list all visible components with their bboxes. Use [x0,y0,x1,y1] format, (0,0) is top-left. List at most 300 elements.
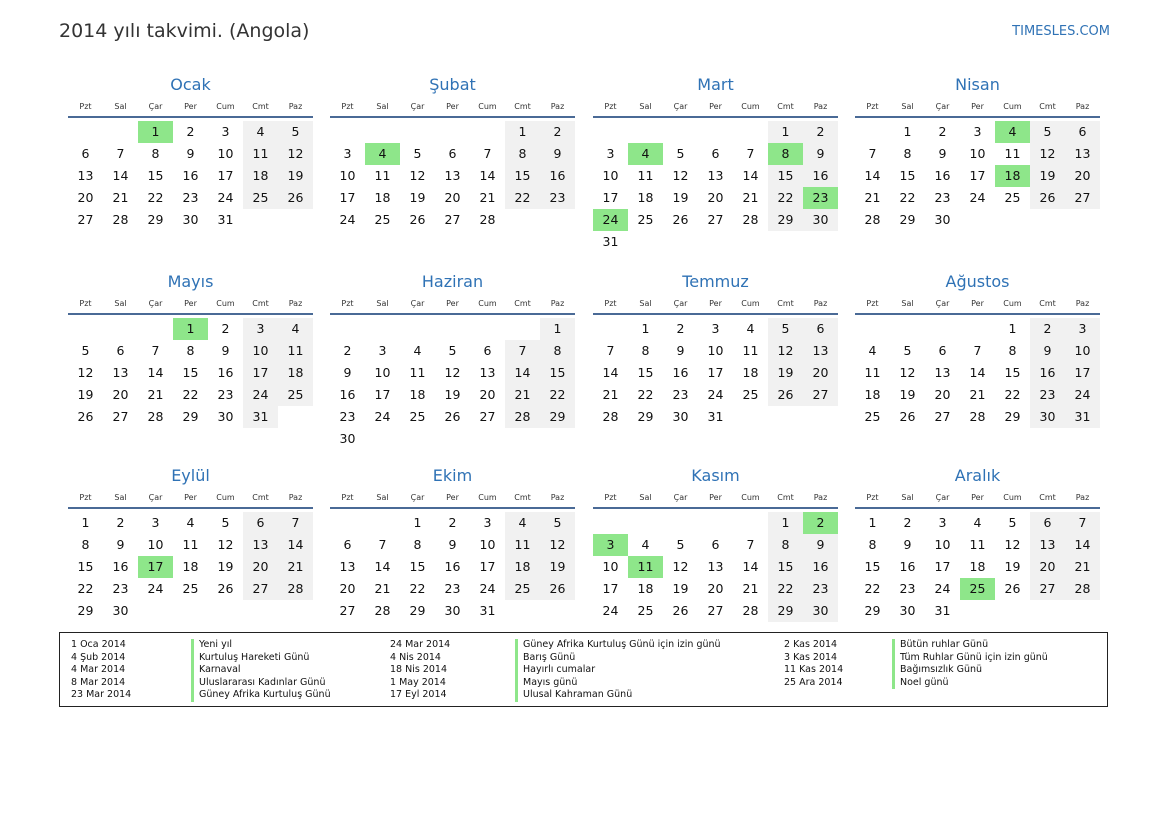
day-cell: 15 [182,365,199,380]
day-cell: 23 [182,190,199,205]
day-cell: 19 [768,362,803,384]
day-cell: 13 [1065,143,1100,165]
day-cell: 23 [217,387,234,402]
day-cell: 21 [969,387,986,402]
day-cell: 20 [479,387,496,402]
day-cell: 5 [413,146,422,161]
day-cell: 29 [409,603,426,618]
day-grid [593,121,838,253]
day-cell: 12 [217,537,234,552]
day-cell: 24 [243,384,278,406]
month-block [330,270,575,450]
day-cell: 25 [637,212,654,227]
day-cell: 26 [1030,187,1065,209]
day-cell: 28 [969,409,986,424]
weekday-label: Sal [901,299,914,308]
day-cell: 21 [742,190,759,205]
day-cell: 31 [934,603,951,618]
weekday-label: Cum [478,102,497,111]
day-cell: 14 [112,168,129,183]
weekday-label: Pzt [79,299,92,308]
weekday-label: Pzt [341,299,354,308]
empty-cell [733,121,768,143]
day-cell: 5 [81,343,90,358]
day-cell: 11 [969,537,986,552]
day-cell: 13 [112,365,129,380]
month-name: Şubat [429,75,476,94]
day-cell: 10 [1065,340,1100,362]
legend-holiday-name: Tüm Ruhlar Günü için izin günü [892,652,1048,665]
day-cell: 21 [374,581,391,596]
weekday-header [68,489,313,509]
day-cell: 19 [540,556,575,578]
weekday-label: Paz [813,299,828,308]
holiday-day-cell: 1 [173,318,208,340]
empty-cell [593,121,628,143]
day-cell: 16 [339,387,356,402]
day-cell: 24 [934,581,951,596]
weekday-label: Per [709,493,722,502]
day-cell: 1 [1008,321,1017,336]
day-cell: 11 [182,537,199,552]
day-cell: 30 [217,409,234,424]
weekday-label: Cmt [777,493,794,502]
weekday-label: Cmt [252,299,269,308]
day-cell: 31 [217,212,234,227]
weekday-label: Paz [813,102,828,111]
day-cell: 19 [672,581,689,596]
day-grid [855,512,1100,622]
legend-date: 8 Mar 2014 [71,676,126,688]
legend-date: 23 Mar 2014 [71,689,132,700]
empty-cell [103,318,138,340]
weekday-label: Paz [1075,299,1090,308]
month-name: Mart [697,75,734,94]
day-cell: 30 [182,212,199,227]
day-cell: 4 [413,343,422,358]
month-block [68,270,313,428]
day-cell: 4 [973,515,982,530]
day-cell: 19 [1030,165,1065,187]
day-cell: 26 [1004,581,1021,596]
day-cell: 1 [413,515,422,530]
legend-date: 1 Oca 2014 [71,639,126,650]
weekday-label: Sal [376,493,389,502]
site-link[interactable]: TIMESLES.COM [1012,24,1110,39]
day-cell: 25 [1004,190,1021,205]
empty-cell [68,318,103,340]
month-block [855,464,1100,622]
day-cell: 25 [864,409,881,424]
weekday-header [593,489,838,509]
weekday-label: Çar [148,299,163,308]
weekday-label: Sal [901,493,914,502]
day-cell: 30 [803,600,838,622]
empty-cell [138,318,173,340]
month-block [593,270,838,428]
day-cell: 17 [969,168,986,183]
day-cell: 9 [343,365,352,380]
holiday-day-cell: 24 [593,209,628,231]
day-cell: 14 [278,534,313,556]
day-cell: 11 [278,340,313,362]
day-cell: 24 [374,409,391,424]
day-cell: 29 [768,600,803,622]
empty-cell [593,318,628,340]
day-cell: 22 [540,384,575,406]
day-cell: 29 [540,406,575,428]
day-cell: 26 [409,212,426,227]
day-cell: 19 [672,190,689,205]
legend-holiday-name: Barış Günü [515,652,575,665]
day-cell: 13 [479,365,496,380]
weekday-label: Per [446,493,459,502]
day-cell: 14 [374,559,391,574]
day-cell: 6 [116,343,125,358]
day-cell: 27 [803,384,838,406]
day-cell: 29 [899,212,916,227]
weekday-label: Pzt [604,102,617,111]
day-cell: 15 [147,168,164,183]
day-cell: 24 [339,212,356,227]
day-cell: 23 [803,578,838,600]
day-cell: 20 [243,556,278,578]
day-cell: 2 [938,124,947,139]
day-cell: 7 [1065,512,1100,534]
day-cell: 29 [864,603,881,618]
weekday-label: Çar [673,493,688,502]
day-cell: 19 [77,387,94,402]
weekday-label: Sal [639,493,652,502]
day-cell: 26 [77,409,94,424]
day-cell: 29 [637,409,654,424]
weekday-label: Cum [741,493,760,502]
day-cell: 15 [1004,365,1021,380]
weekday-label: Cum [216,493,235,502]
day-cell: 25 [409,409,426,424]
day-cell: 27 [707,212,724,227]
holiday-day-cell: 17 [138,556,173,578]
day-cell: 9 [1030,340,1065,362]
day-cell: 28 [278,578,313,600]
month-name: Kasım [691,466,740,485]
weekday-label: Cum [741,299,760,308]
day-cell: 20 [77,190,94,205]
weekday-label: Pzt [79,102,92,111]
day-cell: 16 [899,559,916,574]
empty-cell [470,318,505,340]
weekday-label: Sal [114,299,127,308]
weekday-label: Cum [1003,102,1022,111]
holiday-day-cell: 4 [365,143,400,165]
weekday-label: Per [184,102,197,111]
day-cell: 9 [903,537,912,552]
day-cell: 16 [672,365,689,380]
day-cell: 28 [479,212,496,227]
day-grid [330,121,575,231]
day-cell: 30 [934,212,951,227]
weekday-label: Cmt [777,299,794,308]
day-cell: 7 [746,146,755,161]
day-cell: 28 [602,409,619,424]
day-cell: 10 [217,146,234,161]
day-cell: 2 [676,321,685,336]
day-cell: 22 [409,581,426,596]
empty-cell [330,512,365,534]
day-cell: 1 [868,515,877,530]
day-cell: 26 [444,409,461,424]
month-block [330,73,575,231]
weekday-label: Sal [114,102,127,111]
legend-holiday-name: Karnaval [191,664,241,677]
empty-cell [593,512,628,534]
day-cell: 24 [1065,384,1100,406]
day-cell: 22 [147,190,164,205]
day-cell: 18 [505,556,540,578]
day-cell: 17 [1065,362,1100,384]
empty-cell [365,121,400,143]
day-cell: 31 [707,409,724,424]
weekday-label: Pzt [604,299,617,308]
empty-cell [68,121,103,143]
weekday-label: Pzt [341,102,354,111]
day-cell: 21 [147,387,164,402]
day-cell: 6 [711,146,720,161]
weekday-label: Cum [741,102,760,111]
day-cell: 1 [768,512,803,534]
weekday-label: Per [446,299,459,308]
legend-date: 1 May 2014 [390,676,446,688]
month-name: Mayıs [167,272,214,291]
weekday-label: Paz [813,493,828,502]
day-cell: 16 [540,165,575,187]
weekday-label: Cum [478,299,497,308]
day-cell: 21 [864,190,881,205]
day-cell: 16 [934,168,951,183]
day-cell: 29 [147,212,164,227]
day-cell: 25 [742,387,759,402]
weekday-label: Cum [216,102,235,111]
day-cell: 27 [339,603,356,618]
day-cell: 22 [768,187,803,209]
holiday-day-cell: 23 [803,187,838,209]
day-cell: 12 [1030,143,1065,165]
day-cell: 30 [339,431,356,446]
day-cell: 10 [339,168,356,183]
day-cell: 31 [1065,406,1100,428]
day-grid [330,318,575,450]
day-cell: 9 [938,146,947,161]
weekday-header [68,295,313,315]
day-cell: 28 [1065,578,1100,600]
empty-cell [400,121,435,143]
day-cell: 18 [969,559,986,574]
empty-cell [435,318,470,340]
day-cell: 25 [278,384,313,406]
day-cell: 14 [864,168,881,183]
day-cell: 30 [112,603,129,618]
day-cell: 7 [278,512,313,534]
legend-holiday-name: Uluslararası Kadınlar Günü [191,677,325,690]
day-cell: 21 [278,556,313,578]
day-cell: 24 [602,603,619,618]
day-cell: 1 [505,121,540,143]
day-grid [855,318,1100,428]
weekday-label: Çar [935,493,950,502]
month-block [68,73,313,231]
day-cell: 6 [81,146,90,161]
day-cell: 2 [343,343,352,358]
empty-cell [435,121,470,143]
day-cell: 20 [707,190,724,205]
holiday-day-cell: 4 [628,143,663,165]
weekday-label: Paz [288,102,303,111]
day-cell: 15 [768,556,803,578]
day-cell: 14 [147,365,164,380]
day-cell: 30 [899,603,916,618]
day-cell: 14 [742,168,759,183]
day-cell: 26 [217,581,234,596]
weekday-label: Çar [410,102,425,111]
day-cell: 6 [938,343,947,358]
day-cell: 24 [217,190,234,205]
empty-cell [663,512,698,534]
legend-date: 2 Kas 2014 [784,639,838,650]
day-cell: 8 [868,537,877,552]
day-cell: 5 [676,537,685,552]
day-cell: 13 [934,365,951,380]
day-cell: 2 [186,124,195,139]
day-cell: 11 [505,534,540,556]
holiday-day-cell: 25 [960,578,995,600]
day-cell: 29 [1004,409,1021,424]
day-cell: 21 [1065,556,1100,578]
legend-holiday-name: Hayırlı cumalar [515,664,595,677]
day-cell: 16 [444,559,461,574]
weekday-label: Per [971,493,984,502]
weekday-label: Sal [376,299,389,308]
weekday-label: Paz [288,299,303,308]
day-cell: 5 [768,318,803,340]
weekday-label: Paz [550,102,565,111]
weekday-label: Sal [901,102,914,111]
day-cell: 5 [903,343,912,358]
day-cell: 6 [711,537,720,552]
day-cell: 14 [742,559,759,574]
legend-date: 3 Kas 2014 [784,651,838,663]
day-cell: 13 [1030,534,1065,556]
day-cell: 5 [676,146,685,161]
day-cell: 19 [409,190,426,205]
empty-cell [890,318,925,340]
day-cell: 12 [409,168,426,183]
day-cell: 16 [112,559,129,574]
day-cell: 13 [707,168,724,183]
month-name: Temmuz [682,272,749,291]
day-cell: 24 [479,581,496,596]
day-cell: 31 [479,603,496,618]
day-cell: 3 [973,124,982,139]
weekday-label: Pzt [866,493,879,502]
day-cell: 9 [676,343,685,358]
day-cell: 27 [707,603,724,618]
day-cell: 15 [77,559,94,574]
day-cell: 21 [742,581,759,596]
day-cell: 18 [637,581,654,596]
day-cell: 23 [1030,384,1065,406]
day-cell: 20 [803,362,838,384]
month-name: Ocak [170,75,211,94]
month-name: Ekim [432,466,473,485]
day-cell: 3 [938,515,947,530]
day-cell: 3 [711,321,720,336]
weekday-header [330,98,575,118]
day-grid [68,318,313,428]
day-cell: 14 [479,168,496,183]
weekday-header [855,98,1100,118]
day-cell: 7 [505,340,540,362]
day-cell: 18 [742,365,759,380]
day-cell: 11 [374,168,391,183]
weekday-label: Cmt [1039,299,1056,308]
day-cell: 4 [186,515,195,530]
legend-date: 4 Şub 2014 [71,651,126,663]
day-cell: 1 [81,515,90,530]
weekday-label: Sal [639,299,652,308]
day-cell: 28 [112,212,129,227]
day-cell: 15 [899,168,916,183]
legend-holiday-name: Bütün ruhlar Günü [892,639,988,652]
day-cell: 2 [803,121,838,143]
month-block [330,464,575,622]
weekday-label: Çar [935,299,950,308]
day-cell: 2 [540,121,575,143]
day-cell: 11 [409,365,426,380]
day-cell: 2 [116,515,125,530]
day-cell: 15 [540,362,575,384]
day-cell: 22 [768,578,803,600]
day-cell: 10 [602,168,619,183]
month-block [68,464,313,622]
weekday-label: Cum [478,493,497,502]
day-cell: 9 [803,143,838,165]
weekday-label: Paz [1075,493,1090,502]
weekday-header [855,489,1100,509]
day-cell: 15 [768,165,803,187]
weekday-label: Pzt [866,102,879,111]
day-cell: 21 [112,190,129,205]
day-cell: 17 [217,168,234,183]
day-cell: 10 [934,537,951,552]
holiday-day-cell: 8 [768,143,803,165]
empty-cell [960,318,995,340]
weekday-label: Pzt [79,493,92,502]
day-cell: 16 [803,165,838,187]
day-cell: 25 [243,187,278,209]
day-cell: 12 [77,365,94,380]
day-cell: 25 [505,578,540,600]
day-cell: 19 [1004,559,1021,574]
day-cell: 23 [899,581,916,596]
day-cell: 28 [505,406,540,428]
day-cell: 3 [378,343,387,358]
day-cell: 3 [1065,318,1100,340]
day-cell: 10 [479,537,496,552]
day-cell: 23 [112,581,129,596]
day-cell: 20 [1030,556,1065,578]
day-cell: 7 [868,146,877,161]
day-cell: 26 [768,384,803,406]
